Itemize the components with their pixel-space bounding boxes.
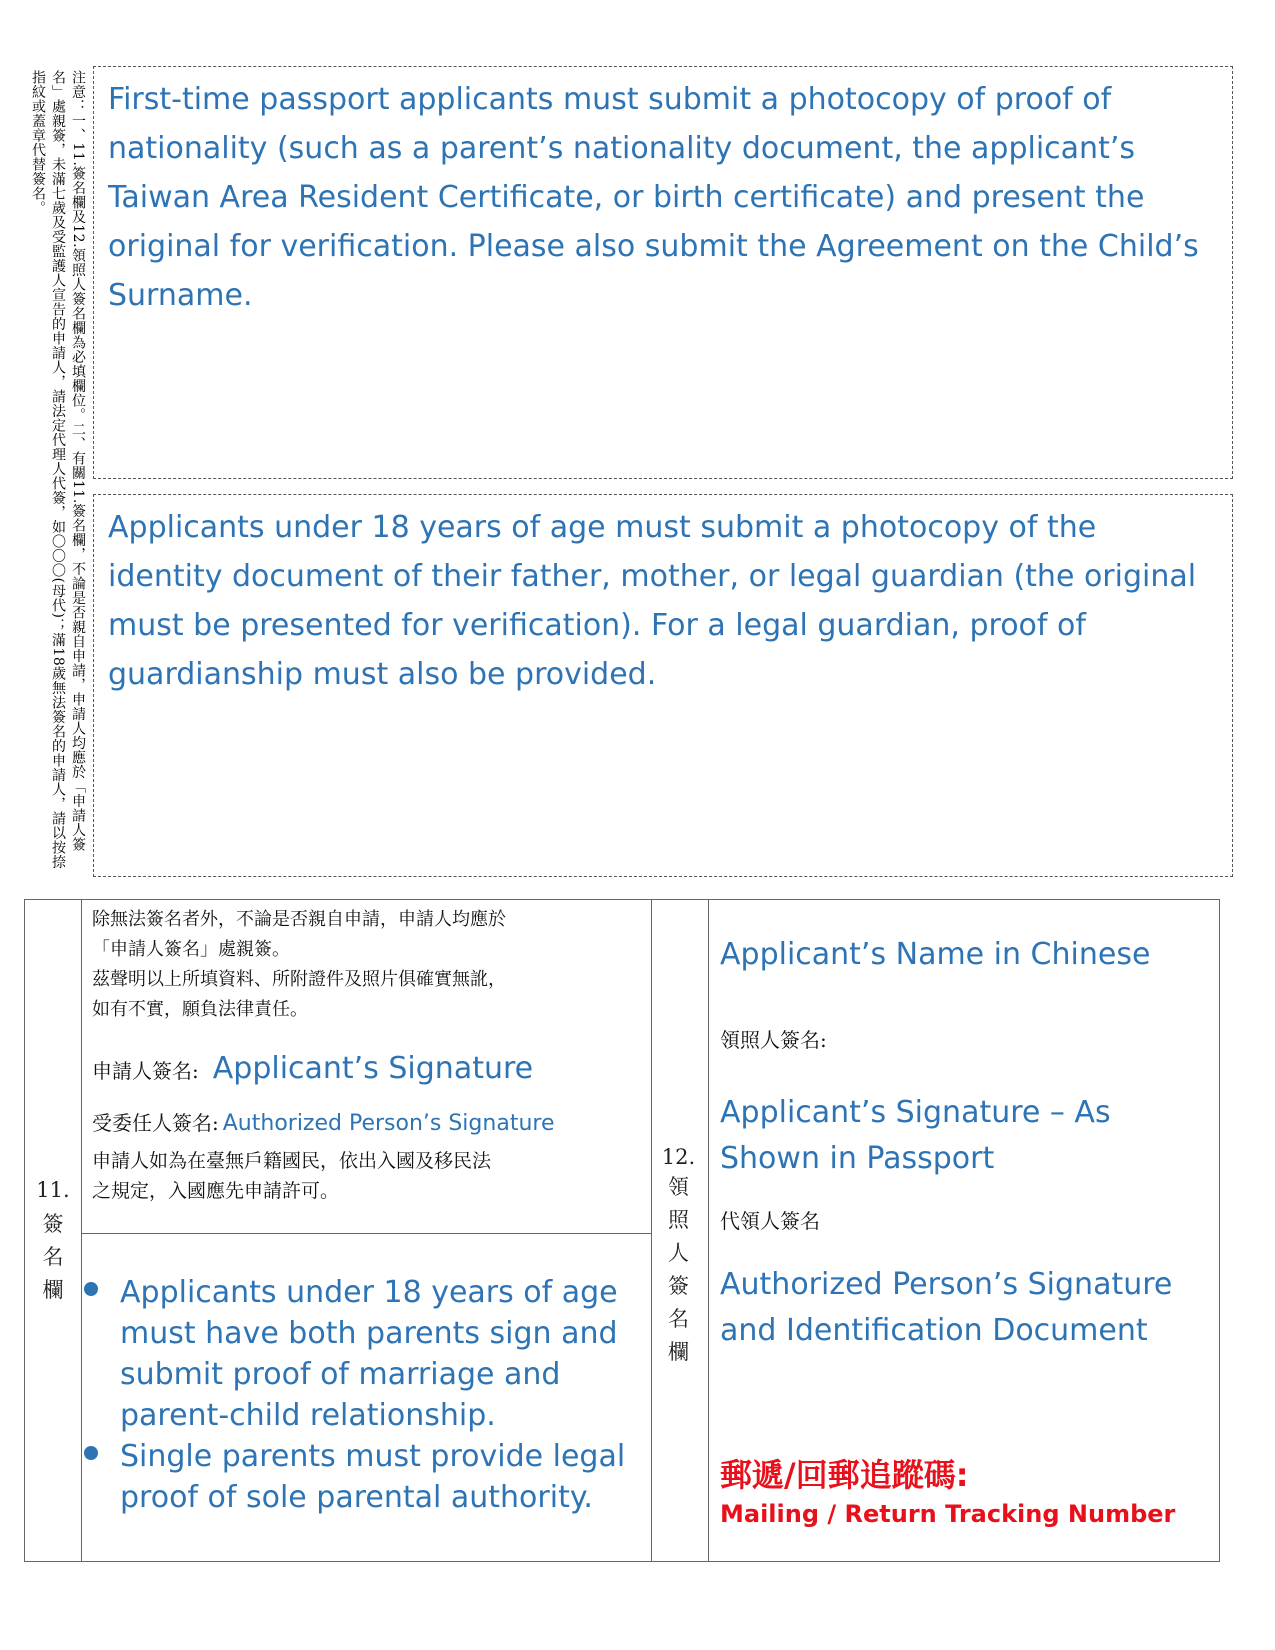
applicant-signature-en: Applicant’s Signature <box>212 1051 534 1086</box>
notice-line: 之規定，入國應先申請許可。 <box>92 1180 340 1202</box>
section11-label <box>24 1178 82 1307</box>
bullet-icon <box>84 1446 98 1460</box>
list-item <box>84 1272 644 1436</box>
proxy-signature-field[interactable]: Authorized Person’s Signature and Identification Document <box>720 1267 1173 1348</box>
list-item-text: Single parents must provide legal proof of sole parental authority. <box>120 1439 626 1515</box>
declaration-line: 茲聲明以上所填資料、所附證件及照片俱確實無訛， <box>92 969 506 990</box>
applicant-signature-label: 申請人簽名: <box>92 1059 199 1083</box>
list-item-text: Applicants under 18 years of age must have both parents sign and submit proof of marriage and parent-child relationship. <box>120 1275 618 1433</box>
section12-number: 12. <box>661 1145 696 1169</box>
guardian-id-text: Applicants under 18 years of age must submit a photocopy of the identity document of their father, mother, or legal guardian (the original must be presented for verification). For a legal guardian, proof of guardianship must also be provided. <box>108 510 1197 692</box>
list-item <box>84 1436 644 1518</box>
intro-line: 「申請人簽名」處親簽。 <box>92 939 290 960</box>
notice-line: 申請人如為在臺無戶籍國民，依出入國及移民法 <box>92 1150 492 1172</box>
section12-char: 欄 <box>668 1340 689 1364</box>
section12-label <box>650 1145 707 1369</box>
section12-char: 人 <box>668 1241 689 1265</box>
declaration-line: 如有不實，願負法律責任。 <box>92 999 308 1020</box>
tracking-number-label-cn: 郵遞/回郵追蹤碼: <box>720 1456 969 1494</box>
recipient-signature-field[interactable]: Applicant’s Signature – As Shown in Passport <box>720 1095 1111 1176</box>
section12-char: 照 <box>668 1208 689 1232</box>
tracking-number-label-en: Mailing / Return Tracking Number <box>720 1500 1176 1528</box>
section11-char: 名 <box>42 1245 64 1269</box>
applicant-name-chinese-field[interactable]: Applicant’s Name in Chinese <box>720 937 1151 972</box>
section12-char: 名 <box>668 1307 689 1331</box>
intro-line: 除無法簽名者外，不論是否親自申請，申請人均應於 <box>92 909 506 930</box>
vertical-note: 注意：一、11.簽名欄及12.領照人簽名欄為必填欄位。二、有關11.簽名欄，不論是否親自申請，申請人均應於「申請人簽名」處親簽，未滿七歲及受監護人宣告的申請人，請法定代理人代簽，如〇〇〇(母代)；滿18歲無法簽名的申請人，請以按捺指紋或蓋章代替簽名。 <box>30 70 86 870</box>
proxy-signature-label: 代領人簽名 <box>720 1209 820 1233</box>
parent-requirements-list <box>84 1272 644 1518</box>
guardian-id-box <box>93 494 1233 877</box>
section11-char: 欄 <box>42 1278 64 1302</box>
section11-char: 簽 <box>42 1212 64 1236</box>
section11-content <box>92 905 622 1206</box>
section12-char: 簽 <box>668 1274 689 1298</box>
bullet-icon <box>84 1282 98 1296</box>
section12-char: 領 <box>668 1175 689 1199</box>
authorized-signature-en: Authorized Person’s Signature <box>222 1111 555 1136</box>
authorized-signature-field[interactable] <box>92 1108 622 1138</box>
nationality-proof-box <box>93 66 1233 479</box>
nationality-proof-text: First-time passport applicants must submit a photocopy of proof of nationality (such as a parent’s nationality document, the applicant’s Taiwan Area Resident Certificate, or birth certificate) and present the original for verification. Please also submit the Agreement on the Child’s Surname. <box>108 82 1199 313</box>
applicant-signature-field[interactable] <box>92 1051 622 1086</box>
authorized-signature-label: 受委任人簽名: <box>92 1111 219 1135</box>
recipient-signature-label: 領照人簽名: <box>720 1028 827 1052</box>
section11-number: 11. <box>36 1178 70 1202</box>
